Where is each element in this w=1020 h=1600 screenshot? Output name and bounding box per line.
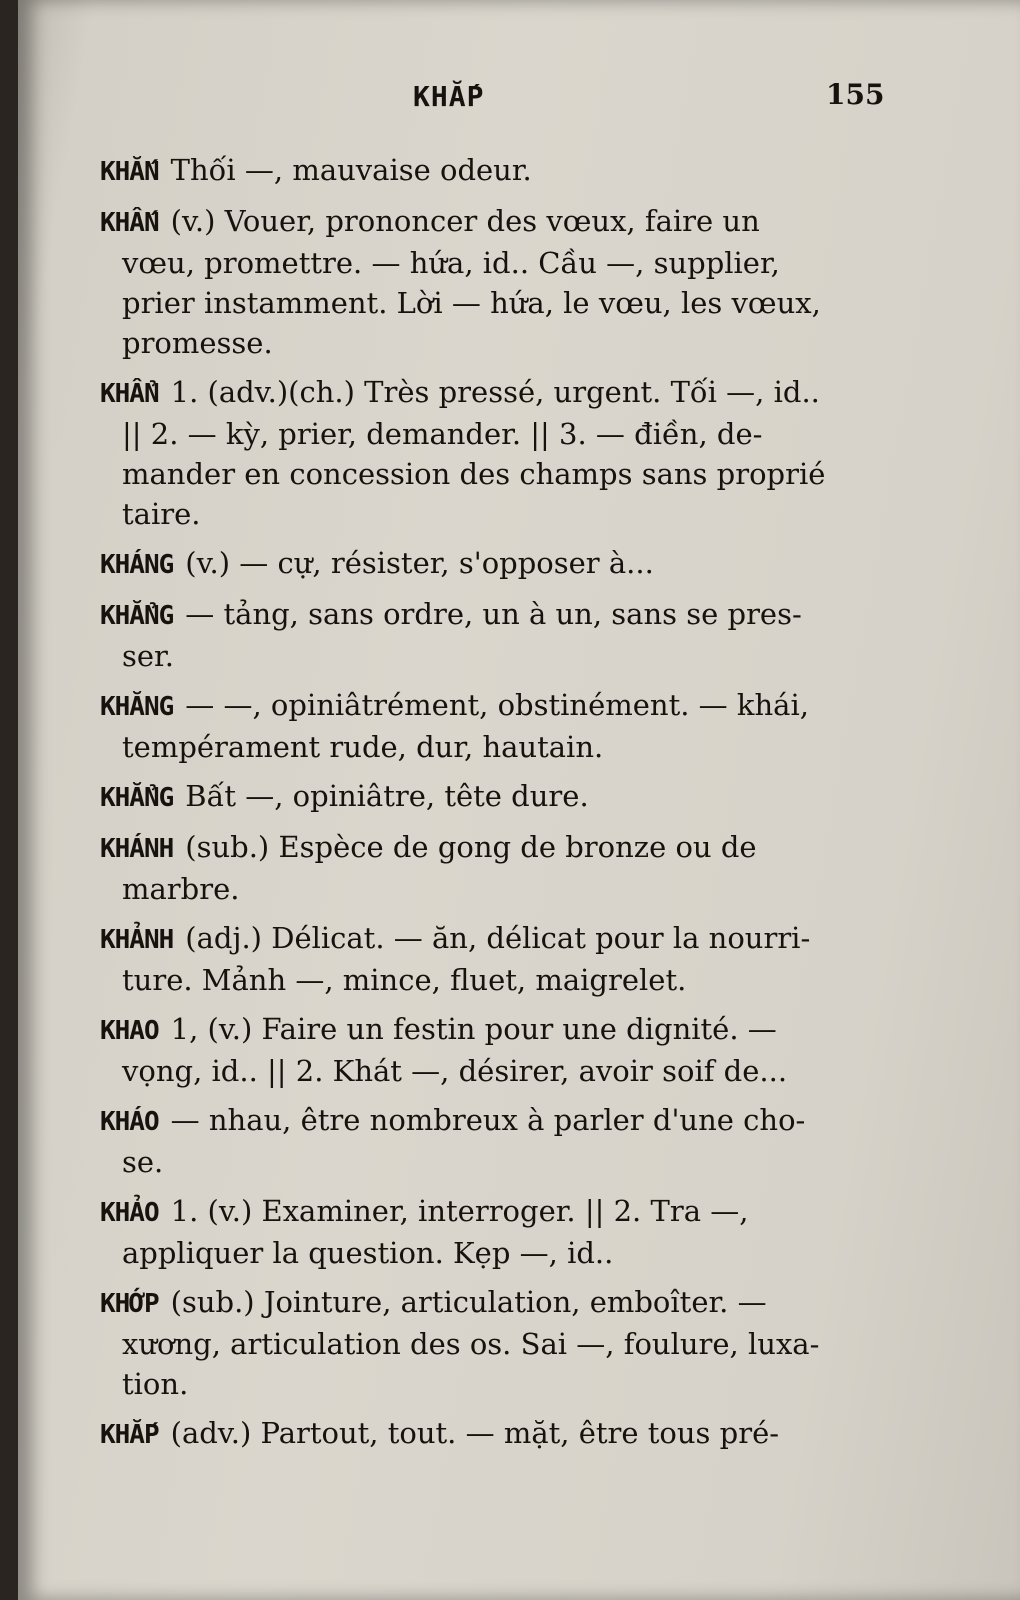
definition-line: 1. (v.) Examiner, interroger. || 2. Tra —, bbox=[170, 1194, 749, 1228]
headword: KHẲNG bbox=[100, 783, 174, 813]
dictionary-entry bbox=[100, 776, 895, 818]
book-page bbox=[18, 0, 1020, 1600]
page-number: 155 bbox=[826, 78, 885, 111]
dictionary-entries bbox=[100, 150, 895, 1464]
headword: KHÁNH bbox=[100, 834, 174, 864]
dictionary-entry bbox=[100, 372, 895, 534]
definition-line: (v.) Vouer, prononcer des vœux, faire un bbox=[170, 204, 760, 238]
dictionary-entry bbox=[100, 594, 895, 676]
definition-line: (adv.) Partout, tout. — mặt, être tous pré- bbox=[170, 1416, 780, 1450]
headword: KHỚP bbox=[100, 1289, 159, 1319]
definition-line: ture. Mảnh —, mince, fluet, maigrelet. bbox=[122, 963, 687, 997]
definition-line: (sub.) Jointure, articulation, emboîter. — bbox=[170, 1285, 767, 1319]
definition-line: promesse. bbox=[122, 326, 273, 360]
headword: KHĂNG bbox=[100, 692, 174, 722]
definition-line: (sub.) Espèce de gong de bronze ou de bbox=[185, 830, 757, 864]
definition-line: || 2. — kỳ, prier, demander. || 3. — điền, de- bbox=[122, 417, 763, 451]
definition-line: 1, (v.) Faire un festin pour une dignité. — bbox=[170, 1012, 777, 1046]
dictionary-entry bbox=[100, 201, 895, 363]
headword: KHAO bbox=[100, 1016, 159, 1046]
definition-line: 1. (adv.)(ch.) Très pressé, urgent. Tối —, id.. bbox=[170, 375, 820, 409]
definition-line: se. bbox=[122, 1145, 164, 1179]
definition-line: tion. bbox=[122, 1367, 189, 1401]
definition-line: — —, opiniâtrément, obstinément. — khái, bbox=[185, 688, 809, 722]
definition-line: marbre. bbox=[122, 872, 240, 906]
definition-line: vœu, promettre. — hứa, id.. Cầu —, supplier, bbox=[122, 246, 780, 280]
running-head: KHẮP bbox=[413, 80, 485, 113]
dictionary-entry bbox=[100, 150, 895, 192]
headword: KHẤN bbox=[100, 208, 159, 238]
definition-line: taire. bbox=[122, 497, 201, 531]
dictionary-entry bbox=[100, 1282, 895, 1404]
dictionary-entry bbox=[100, 1191, 895, 1273]
definition-line: tempérament rude, dur, hautain. bbox=[122, 730, 604, 764]
headword: KHÁO bbox=[100, 1107, 159, 1137]
definition-line: — nhau, être nombreux à parler d'une cho- bbox=[170, 1103, 806, 1137]
definition-line: (adj.) Délicat. — ăn, délicat pour la nourri- bbox=[185, 921, 811, 955]
headword: KHẢNH bbox=[100, 925, 174, 955]
headword: KHẢO bbox=[100, 1198, 159, 1228]
definition-line: Thối —, mauvaise odeur. bbox=[170, 153, 532, 187]
dictionary-entry bbox=[100, 1009, 895, 1091]
definition-line: (v.) — cự, résister, s'opposer à... bbox=[185, 546, 654, 580]
headword: KHẮP bbox=[100, 1420, 159, 1450]
dictionary-entry bbox=[100, 918, 895, 1000]
headword: KHẮN bbox=[100, 157, 159, 187]
dictionary-entry bbox=[100, 827, 895, 909]
headword: KHẨN bbox=[100, 379, 159, 409]
definition-line: ser. bbox=[122, 639, 174, 673]
definition-line: mander en concession des champs sans proprié bbox=[122, 457, 826, 491]
dictionary-entry bbox=[100, 1100, 895, 1182]
definition-line: vọng, id.. || 2. Khát —, désirer, avoir soif de... bbox=[122, 1054, 788, 1088]
dictionary-entry bbox=[100, 1413, 895, 1455]
headword: KHÁNG bbox=[100, 550, 174, 580]
page-header bbox=[18, 78, 1020, 118]
dictionary-entry bbox=[100, 685, 895, 767]
definition-line: — tảng, sans ordre, un à un, sans se pres- bbox=[185, 597, 802, 631]
definition-line: prier instamment. Lời — hứa, le vœu, les vœux, bbox=[122, 286, 821, 320]
definition-line: Bất —, opiniâtre, tête dure. bbox=[185, 779, 589, 813]
headword: KHẲNG bbox=[100, 601, 174, 631]
definition-line: appliquer la question. Kẹp —, id.. bbox=[122, 1236, 614, 1270]
dictionary-entry bbox=[100, 543, 895, 585]
definition-line: xương, articulation des os. Sai —, foulure, luxa- bbox=[122, 1327, 820, 1361]
